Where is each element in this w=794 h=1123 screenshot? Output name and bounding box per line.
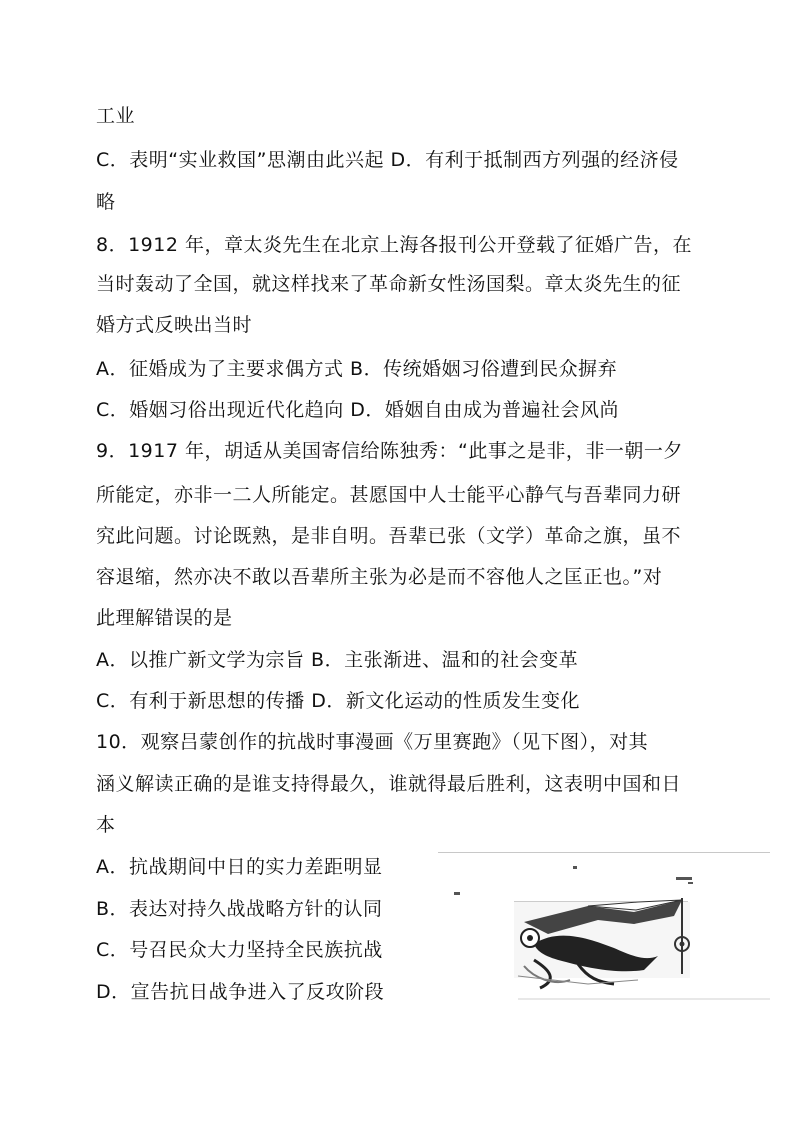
- text-line: 婚方式反映出当时: [96, 314, 253, 336]
- text-line: 容退缩，然亦决不敢以吾辈所主张为必是而不容他人之匡正也。”对: [96, 566, 663, 588]
- option-line: D．宣告抗日战争进入了反攻阶段: [96, 981, 385, 1003]
- question-10-line: 10．观察吕蒙创作的抗战时事漫画《万里赛跑》（见下图），对其: [96, 731, 649, 753]
- text-line: 当时轰动了全国，就这样找来了革命新女性汤国梨。章太炎先生的征: [96, 273, 682, 295]
- text-line: 工业: [96, 105, 136, 127]
- option-line: C．号召民众大力坚持全民族抗战: [96, 939, 383, 961]
- text-line: C．表明“实业救国”思潮由此兴起 D．有利于抵制西方列强的经济侵: [96, 149, 679, 171]
- text-line: 此理解错误的是: [96, 607, 233, 629]
- option-line: A．以推广新文学为宗旨 B．主张渐进、温和的社会变革: [96, 649, 579, 671]
- option-line: C．婚姻习俗出现近代化趋向 D．婚姻自由成为普遍社会风尚: [96, 399, 619, 421]
- text-line: 究此问题。讨论既熟，是非自明。吾辈已张（文学）革命之旗，虽不: [96, 525, 682, 547]
- option-line: A．抗战期间中日的实力差距明显: [96, 856, 383, 878]
- text-line: 略: [96, 191, 116, 213]
- text-line: 涵义解读正确的是谁支持得最久，谁就得最后胜利，这表明中国和日: [96, 773, 682, 795]
- question-9-line: 9．1917 年，胡适从美国寄信给陈独秀：“此事之是非，非一朝一夕: [96, 440, 683, 462]
- text-line: 所能定，亦非一二人所能定。甚愿国中人士能平心静气与吾辈同力研: [96, 484, 682, 506]
- option-line: B．表达对持久战战略方针的认同: [96, 898, 383, 920]
- option-line: C．有利于新思想的传播 D．新文化运动的性质发生变化: [96, 690, 580, 712]
- text-line: 本: [96, 814, 116, 836]
- question-8-line: 8．1912 年，章太炎先生在北京上海各报刊公开登载了征婚广告，在: [96, 234, 692, 256]
- option-line: A．征婚成为了主要求偶方式 B．传统婚姻习俗遭到民众摒弃: [96, 358, 618, 380]
- cartoon-illustration: [438, 852, 770, 1000]
